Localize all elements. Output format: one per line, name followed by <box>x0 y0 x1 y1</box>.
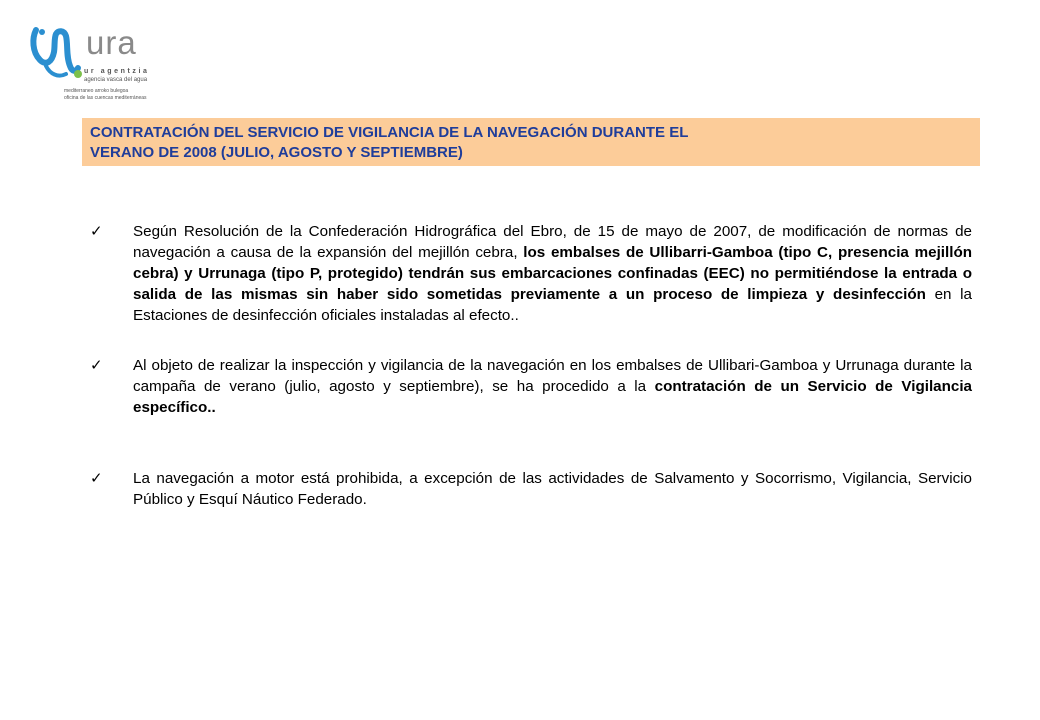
title-banner <box>82 118 980 166</box>
ura-logo-mark-icon <box>28 22 88 82</box>
logo-line-2: agencia vasca del agua <box>84 77 148 83</box>
bullet-text-regular: Según Resolución de la Confederación Hidrográfica del Ebro, de 15 de mayo de 2007, de modificación de normas de navegación a causa de la expansión del mejillón cebra, <box>133 223 972 261</box>
logo-line-4: oficina de las cuencas mediterráneas <box>64 95 147 101</box>
check-icon: ✓ <box>90 470 103 487</box>
bullet-text <box>133 468 972 510</box>
bullet-text-regular: en la Estaciones de desinfección oficiales instaladas al efecto.. <box>133 286 972 324</box>
ura-logo <box>28 22 168 112</box>
bullet-text <box>133 221 972 326</box>
logo-wordmark: ura <box>86 24 137 61</box>
bullet-item-motor <box>90 468 972 510</box>
bullet-text-regular: Al objeto de realizar la inspección y vigilancia de la navegación en los embalses de Ullibari-Gamboa y Urrunaga durante la campaña de verano (julio, agosto y septiembre), se ha procedido a la <box>133 357 972 395</box>
bullet-text-bold: los embalses de Ullibarri-Gamboa (tipo C, presencia mejillón cebra) y Urrunaga (tipo P, protegido) tendrán sus embarcaciones confinadas (EEC) no permitiéndose la entrada o salida de las mismas sin haber sido sometidas previamente a un proceso de limpieza y desinfección <box>133 244 973 303</box>
bullet-text-regular: La navegación a motor está prohibida, a excepción de las actividades de Salvamento y Socorrismo, Vigilancia, Servicio Público y Esquí Náutico Federado. <box>133 470 972 508</box>
bullet-list <box>90 221 972 510</box>
bullet-item-resolution <box>90 221 972 326</box>
title-line-1: CONTRATACIÓN DEL SERVICIO DE VIGILANCIA DE LA NAVEGACIÓN DURANTE EL <box>90 124 689 141</box>
bullet-item-contract <box>90 355 972 418</box>
check-icon: ✓ <box>90 357 103 374</box>
bullet-text <box>133 355 972 418</box>
check-icon: ✓ <box>90 223 103 240</box>
title-line-2: VERANO DE 2008 (JULIO, AGOSTO Y SEPTIEMBRE) <box>90 144 463 161</box>
logo-line-3: mediterraneo arroko bulegoa <box>64 88 129 94</box>
bullet-text-bold: contratación de un Servicio de Vigilancia específico.. <box>133 378 972 416</box>
logo-line-1: ur agentzia <box>84 68 150 75</box>
